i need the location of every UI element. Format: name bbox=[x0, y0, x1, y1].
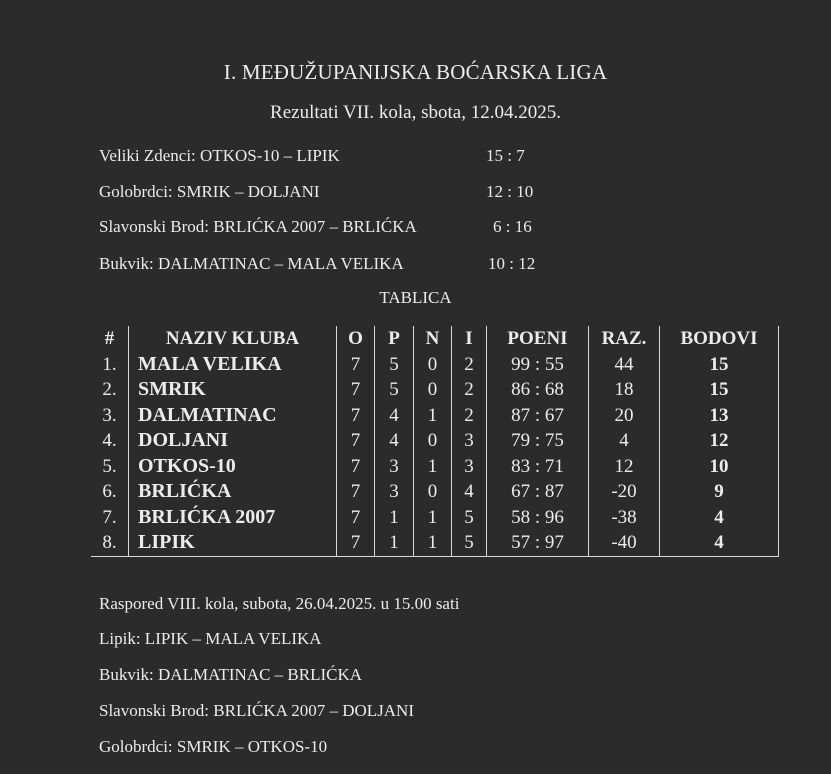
cell-diff: -20 bbox=[589, 479, 660, 505]
cell-wins: 1 bbox=[375, 505, 414, 531]
schedule-heading: Raspored VIII. kola, subota, 26.04.2025. u 15.00 sati bbox=[99, 594, 460, 613]
table-heading: TABLICA bbox=[379, 288, 452, 307]
cell-rank: 1. bbox=[102, 353, 117, 375]
cell-diff: 4 bbox=[589, 428, 660, 454]
cell-diff: 20 bbox=[589, 403, 660, 429]
cell-played: 7 bbox=[337, 377, 375, 403]
cell-played: 7 bbox=[337, 352, 375, 378]
cell-wins: 4 bbox=[375, 428, 414, 454]
cell-diff: -40 bbox=[589, 530, 660, 556]
cell-rank: 8. bbox=[91, 530, 129, 556]
cell-played: 7 bbox=[337, 454, 375, 480]
result-score-1: 15 : 7 bbox=[486, 146, 525, 165]
cell-club: MALA VELIKA bbox=[129, 352, 337, 378]
cell-diff: 12 bbox=[589, 454, 660, 480]
cell-draws: 0 bbox=[414, 377, 452, 403]
col-rank-header: # bbox=[104, 328, 115, 350]
cell-standing-points: 9 bbox=[660, 479, 779, 505]
cell-played: 7 bbox=[337, 403, 375, 429]
table-row bbox=[91, 454, 779, 480]
schedule-match-3: Slavonski Brod: BRLIĆKA 2007 – DOLJANI bbox=[99, 701, 414, 720]
cell-diff: 44 bbox=[589, 352, 660, 378]
col-points-header: POENI bbox=[487, 326, 589, 352]
cell-standing-points: 15 bbox=[660, 352, 779, 378]
cell-rank: 6. bbox=[102, 481, 117, 503]
cell-rank: 4. bbox=[102, 430, 117, 452]
cell-club: BRLIĆKA 2007 bbox=[129, 505, 337, 531]
result-match-4: Bukvik: DALMATINAC – MALA VELIKA bbox=[99, 254, 404, 273]
cell-draws: 1 bbox=[414, 403, 452, 429]
cell-standing-points: 4 bbox=[660, 505, 779, 531]
table-header-row bbox=[91, 326, 779, 352]
cell-draws: 1 bbox=[414, 505, 452, 531]
cell-standing-points: 15 bbox=[660, 377, 779, 403]
schedule-match-4: Golobrdci: SMRIK – OTKOS-10 bbox=[99, 737, 328, 756]
result-score-3: 6 : 16 bbox=[493, 217, 532, 236]
cell-points: 83 : 71 bbox=[487, 454, 589, 480]
cell-club: BRLIĆKA bbox=[129, 479, 337, 505]
table-row bbox=[91, 403, 779, 429]
cell-losses: 2 bbox=[452, 403, 487, 429]
cell-club: SMRIK bbox=[129, 377, 337, 403]
cell-draws: 1 bbox=[414, 530, 452, 556]
cell-losses: 3 bbox=[452, 428, 487, 454]
cell-played: 7 bbox=[337, 530, 375, 556]
cell-standing-points: 10 bbox=[660, 454, 779, 480]
standings-table bbox=[91, 326, 779, 557]
cell-wins: 5 bbox=[375, 352, 414, 378]
cell-wins: 1 bbox=[375, 530, 414, 556]
cell-standing-points: 4 bbox=[660, 530, 779, 556]
cell-club: DALMATINAC bbox=[129, 403, 337, 429]
cell-club: DOLJANI bbox=[129, 428, 337, 454]
cell-points: 79 : 75 bbox=[487, 428, 589, 454]
table-row bbox=[91, 505, 779, 531]
cell-losses: 3 bbox=[452, 454, 487, 480]
col-losses-header: I bbox=[452, 326, 487, 352]
cell-points: 67 : 87 bbox=[487, 479, 589, 505]
cell-draws: 1 bbox=[414, 454, 452, 480]
col-draws-header: N bbox=[414, 326, 452, 352]
cell-wins: 5 bbox=[375, 377, 414, 403]
cell-rank: 2. bbox=[102, 379, 117, 401]
result-match-2: Golobrdci: SMRIK – DOLJANI bbox=[99, 182, 320, 201]
cell-played: 7 bbox=[337, 428, 375, 454]
table-row bbox=[91, 377, 779, 403]
schedule-match-2: Bukvik: DALMATINAC – BRLIĆKA bbox=[99, 665, 363, 684]
result-match-3: Slavonski Brod: BRLIĆKA 2007 – BRLIĆKA bbox=[99, 217, 417, 236]
cell-rank: 5. bbox=[102, 455, 117, 477]
cell-points: 57 : 97 bbox=[487, 530, 589, 556]
cell-club: OTKOS-10 bbox=[129, 454, 337, 480]
col-club-header: NAZIV KLUBA bbox=[129, 326, 337, 352]
cell-club: LIPIK bbox=[129, 530, 337, 556]
cell-rank: 3. bbox=[102, 404, 117, 426]
cell-standing-points: 12 bbox=[660, 428, 779, 454]
cell-draws: 0 bbox=[414, 479, 452, 505]
cell-diff: -38 bbox=[589, 505, 660, 531]
result-score-2: 12 : 10 bbox=[486, 182, 534, 201]
cell-played: 7 bbox=[337, 479, 375, 505]
cell-wins: 4 bbox=[375, 403, 414, 429]
table-row bbox=[91, 530, 779, 556]
cell-draws: 0 bbox=[414, 352, 452, 378]
col-standing-points-header: BODOVI bbox=[660, 326, 779, 352]
result-score-4: 10 : 12 bbox=[488, 254, 536, 273]
cell-wins: 3 bbox=[375, 454, 414, 480]
result-match-1: Veliki Zdenci: OTKOS-10 – LIPIK bbox=[99, 146, 340, 165]
cell-played: 7 bbox=[337, 505, 375, 531]
table-row bbox=[91, 352, 779, 378]
cell-points: 58 : 96 bbox=[487, 505, 589, 531]
table-row bbox=[91, 479, 779, 505]
cell-points: 86 : 68 bbox=[487, 377, 589, 403]
cell-losses: 4 bbox=[452, 479, 487, 505]
league-title: I. MEĐUŽUPANIJSKA BOĆARSKA LIGA bbox=[223, 60, 608, 84]
col-diff-header: RAZ. bbox=[589, 326, 660, 352]
cell-losses: 2 bbox=[452, 352, 487, 378]
cell-losses: 5 bbox=[452, 505, 487, 531]
cell-points: 87 : 67 bbox=[487, 403, 589, 429]
cell-wins: 3 bbox=[375, 479, 414, 505]
round-results-subtitle: Rezultati VII. kola, sbota, 12.04.2025. bbox=[270, 102, 561, 123]
cell-points: 99 : 55 bbox=[487, 352, 589, 378]
cell-losses: 5 bbox=[452, 530, 487, 556]
cell-draws: 0 bbox=[414, 428, 452, 454]
table-row bbox=[91, 428, 779, 454]
cell-rank: 7. bbox=[102, 506, 117, 528]
col-wins-header: P bbox=[375, 326, 414, 352]
col-played-header: O bbox=[337, 326, 375, 352]
cell-losses: 2 bbox=[452, 377, 487, 403]
cell-standing-points: 13 bbox=[660, 403, 779, 429]
cell-diff: 18 bbox=[589, 377, 660, 403]
schedule-match-1: Lipik: LIPIK – MALA VELIKA bbox=[99, 629, 322, 648]
